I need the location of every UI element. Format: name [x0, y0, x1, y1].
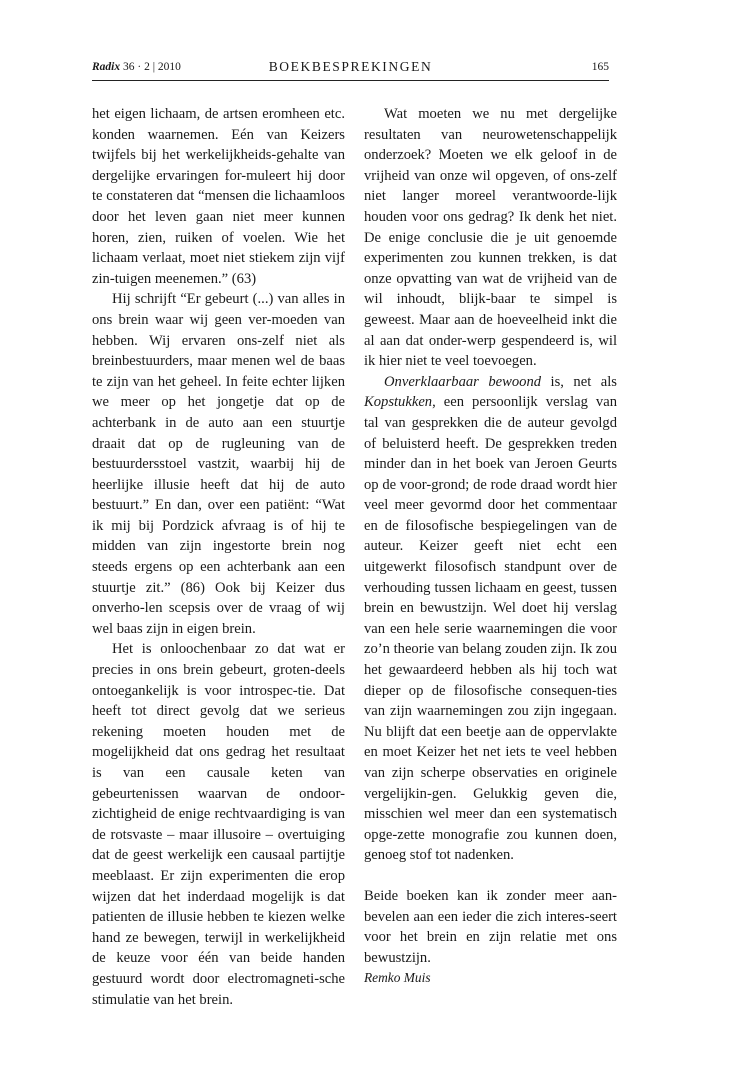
- journal-issue: 36 · 2 | 2010: [123, 61, 181, 73]
- author-signature: Remko Muis: [364, 970, 431, 986]
- paragraph: Beide boeken kan ik zonder meer aan-bevelen aan een ieder die zich interes-seert voor het brein en zijn relatie met ons bewustzijn.: [364, 887, 617, 966]
- right-column: [364, 104, 617, 989]
- book-title: Onverklaarbaar bewoond: [384, 373, 542, 390]
- paragraph-text: , een persoonlijk verslag van tal van gesprekken die de auteur gevolgd of beluisterd heeft. De gesprekken treden minder dan in het boek van Jeroen Geurts op de voor-grond; de rode draad wordt hier veel meer gevormd door het commentaar en de filosofische bespiegelingen van de auteur. Keizer geeft niet echt een uitgewerkt filosofisch standpunt over de verhouding tussen lichaam en geest, tussen brein en bewustzijn. Wel doet hij verslag van een hele serie waarnemingen die voor zo’n theorie van belang zouden zijn. Ik zou het gewaardeerd hebben als hij toch wat dieper op de filosofische consequen-ties van zijn waarnemingen zou zijn ingegaan. Nu blijft dat een beetje aan de oppervlakte en moet Keizer het net iets te veel hebben van zijn scherpe observaties en originele vergelijkin-gen. Gelukkig geven die, misschien wel meer dan een systematisch opge-zette monografie zou kunnen doen, genoeg stof tot nadenken.: [364, 394, 617, 864]
- paragraph: Het is onloochenbaar zo dat wat er precies in ons brein gebeurt, groten-deels ontoegankelijk is voor introspec-tie. Dat heeft tot direct gevolg dat we serieus rekening moeten houden met de mogelijkheid dat ons gedrag het resultaat is van een causale keten van gebeurtenissen waarvan de ondoor-zichtigheid de enige rechtvaardiging is van de rotsvaste – maar illusoire – overtuiging dat de geest werkelijk een causaal partijtje meeblaast. Er zijn experimenten die erop wijzen dat het inderdaad mogelijk is dat patienten de illusie hebben te kiezen welke hand ze bewegen, terwijl in werkelijkheid de keuze voor één van beide handen gestuurd wordt door electromagneti-sche stimulatie van het brein.: [92, 641, 345, 1008]
- paragraph: Wat moeten we nu met dergelijke resultaten van neurowetenschappelijk onderzoek? Moeten we elk geloof in de vrijheid van onze wil opgeven, of ons-zelf niet langer moreel verantwoorde-lijk houden voor ons gedrag? Ik denk het niet. De enige conclusie die je uit genoemde experimenten zou kunnen trekken, is dat onze opvatting van wat de vrijheid van de wil inhoudt, blijk-baar te simpel is geweest. Maar aan de hoeveelheid inkt die al aan dat onder-werp gespendeerd is, wil ik hier niet te veel toevoegen.: [364, 106, 617, 370]
- section-title: BOEKBESPREKINGEN: [268, 59, 433, 74]
- page-number: 165: [591, 61, 609, 73]
- journal-name: Radix: [92, 61, 121, 73]
- book-title: Kopstukken: [364, 394, 433, 411]
- running-head: [92, 58, 609, 81]
- paragraph: Hij schrijft “Er gebeurt (...) van alles in ons brein waar wij geen ver-moeden van hebben. Wij ervaren ons-zelf niet als breinbestuurders, maar menen wel de baas te zijn van het geheel. In feite echter lijken we meer op het jongetje dat op de achterbank in de auto aan een stuurtje draait dat op de rugleuning van de bestuurdersstoel vastzit, waarbij hij de heerlijke illusie heeft dat hij de auto bestuurt.” En dan, over een patiënt: “Wat ik mij bij Pordzick afvraag is of hij te midden van zijn ingestorte brein nog steeds ergens op een achterbank aan een stuurtje zit.” (86) Ook bij Keizer dus onverho-len scepsis over de vraag of wij wel baas zijn in eigen brein.: [92, 291, 345, 637]
- paragraph-text: is, net als: [541, 373, 617, 390]
- paragraph: [364, 372, 617, 866]
- paragraph: het eigen lichaam, de artsen eromheen etc. konden waarnemen. Eén van Keizers twijfels bij het werkelijkheids-gehalte van dergelijke ervaringen for-muleert hij door te constateren dat “mensen die lichaamloos door het leven gaan niet meer kunnen horen, zien, ruiken of voelen. Wie het lichaam verlaat, moet niet stiekem zijn vijf zin-tuigen meenemen.” (63): [92, 106, 345, 287]
- left-column: [92, 104, 345, 1010]
